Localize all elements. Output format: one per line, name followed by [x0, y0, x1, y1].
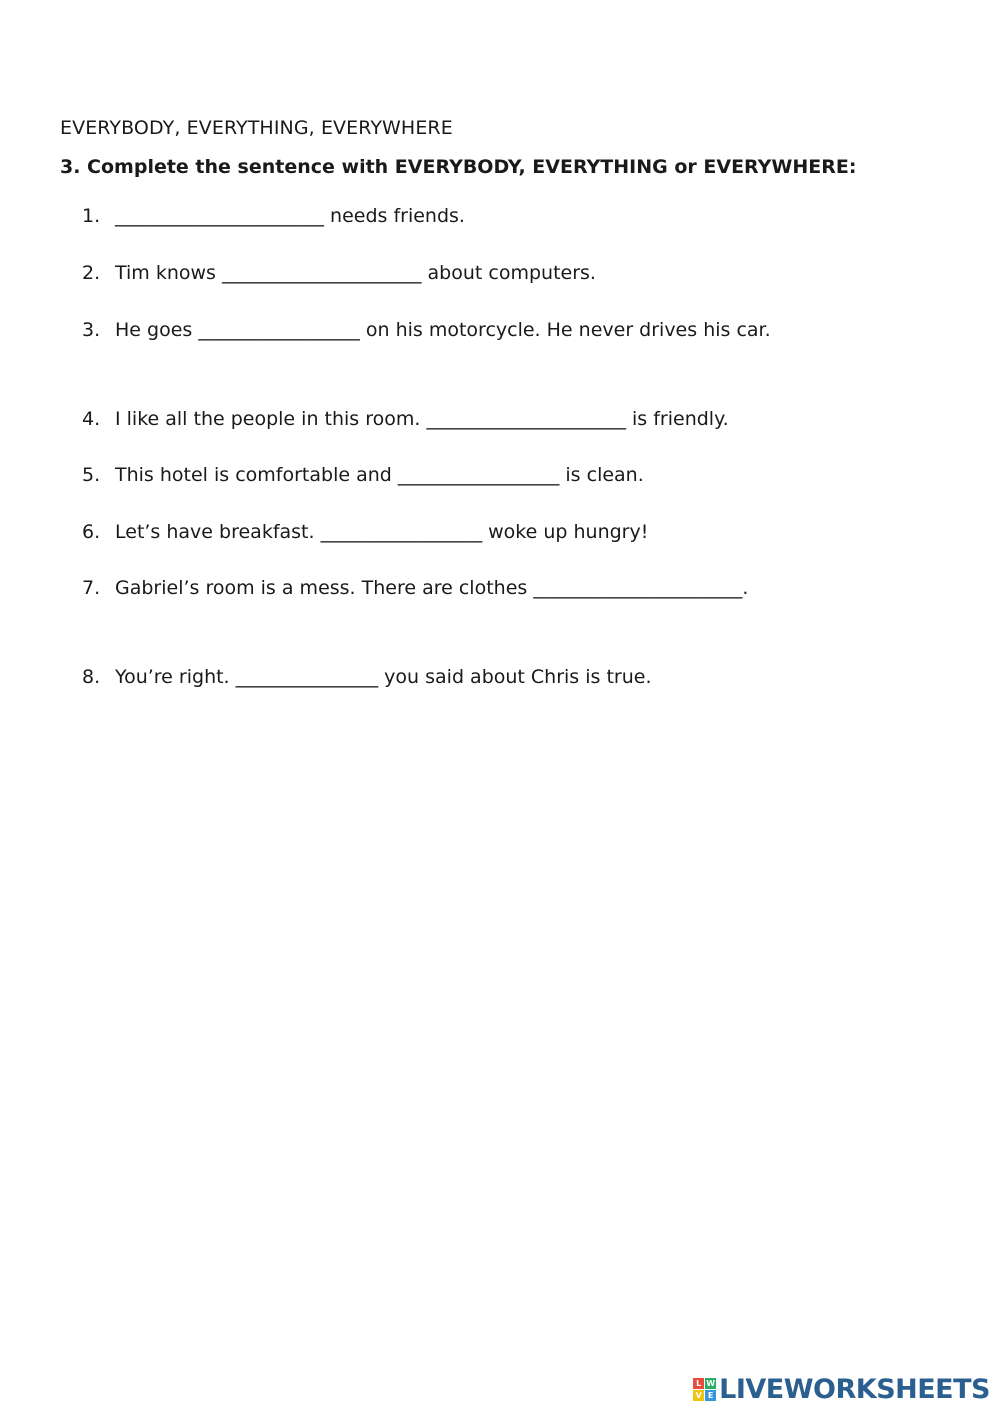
page-title: EVERYBODY, EVERYTHING, EVERYWHERE — [60, 117, 453, 139]
sentence-end: is clean. — [559, 464, 644, 486]
logo-letter-icon: E — [705, 1390, 716, 1401]
sentence-end: you said about Chris is true. — [378, 666, 652, 688]
item-number: 7. — [82, 577, 101, 599]
item-number: 3. — [82, 319, 101, 341]
answer-blank[interactable]: _________________ — [320, 521, 483, 543]
list-item — [82, 314, 932, 346]
item-number: 6. — [82, 521, 101, 543]
sentence-start: I like all the people in this room. — [115, 408, 427, 430]
sentence-end: woke up hungry! — [482, 521, 649, 543]
sentence-start: Let’s have breakfast. — [115, 521, 321, 543]
answer-blank[interactable]: _____________________ — [222, 262, 422, 284]
sentence-end: on his motorcycle. He never drives his car. — [359, 319, 771, 341]
sentence-end: is friendly. — [625, 408, 729, 430]
logo-letter-icon: L — [693, 1378, 704, 1389]
sentence-start: He goes — [115, 319, 199, 341]
answer-blank[interactable]: _______________ — [235, 666, 379, 688]
answer-blank[interactable]: _____________________ — [426, 408, 626, 430]
item-number: 8. — [82, 666, 101, 688]
sentence-end: about computers. — [421, 262, 596, 284]
item-number: 1. — [82, 205, 101, 227]
answer-blank[interactable]: ______________________ — [115, 205, 324, 227]
logo-letter-icon: W — [706, 1379, 716, 1388]
list-item — [82, 403, 932, 435]
liveworksheets-logo — [693, 1374, 990, 1405]
item-number: 4. — [82, 408, 101, 430]
item-number: 2. — [82, 262, 101, 284]
logo-letter-icon: V — [693, 1390, 704, 1401]
sentence-start: Gabriel’s room is a mess. There are clothes — [115, 577, 534, 599]
item-number: 5. — [82, 464, 101, 486]
answer-blank[interactable]: ______________________ — [533, 577, 743, 599]
answer-blank[interactable]: _________________ — [198, 319, 360, 341]
liveworksheets-logo-icon — [693, 1378, 716, 1401]
list-item — [82, 257, 932, 289]
sentence-start: This hotel is comfortable and — [115, 464, 398, 486]
list-item — [82, 459, 932, 491]
instruction: 3. Complete the sentence with EVERYBODY, EVERYTHING or EVERYWHERE: — [60, 156, 857, 178]
brand-name: LIVEWORKSHEETS — [719, 1374, 990, 1405]
list-item — [82, 661, 932, 693]
sentence-end: . — [742, 577, 749, 599]
sentence-end: needs friends. — [324, 205, 465, 227]
list-item — [82, 516, 932, 548]
sentence-start: Tim knows — [115, 262, 222, 284]
answer-blank[interactable]: _________________ — [397, 464, 560, 486]
list-item — [82, 572, 932, 604]
sentence-start: You’re right. — [115, 666, 236, 688]
list-item — [82, 200, 932, 232]
